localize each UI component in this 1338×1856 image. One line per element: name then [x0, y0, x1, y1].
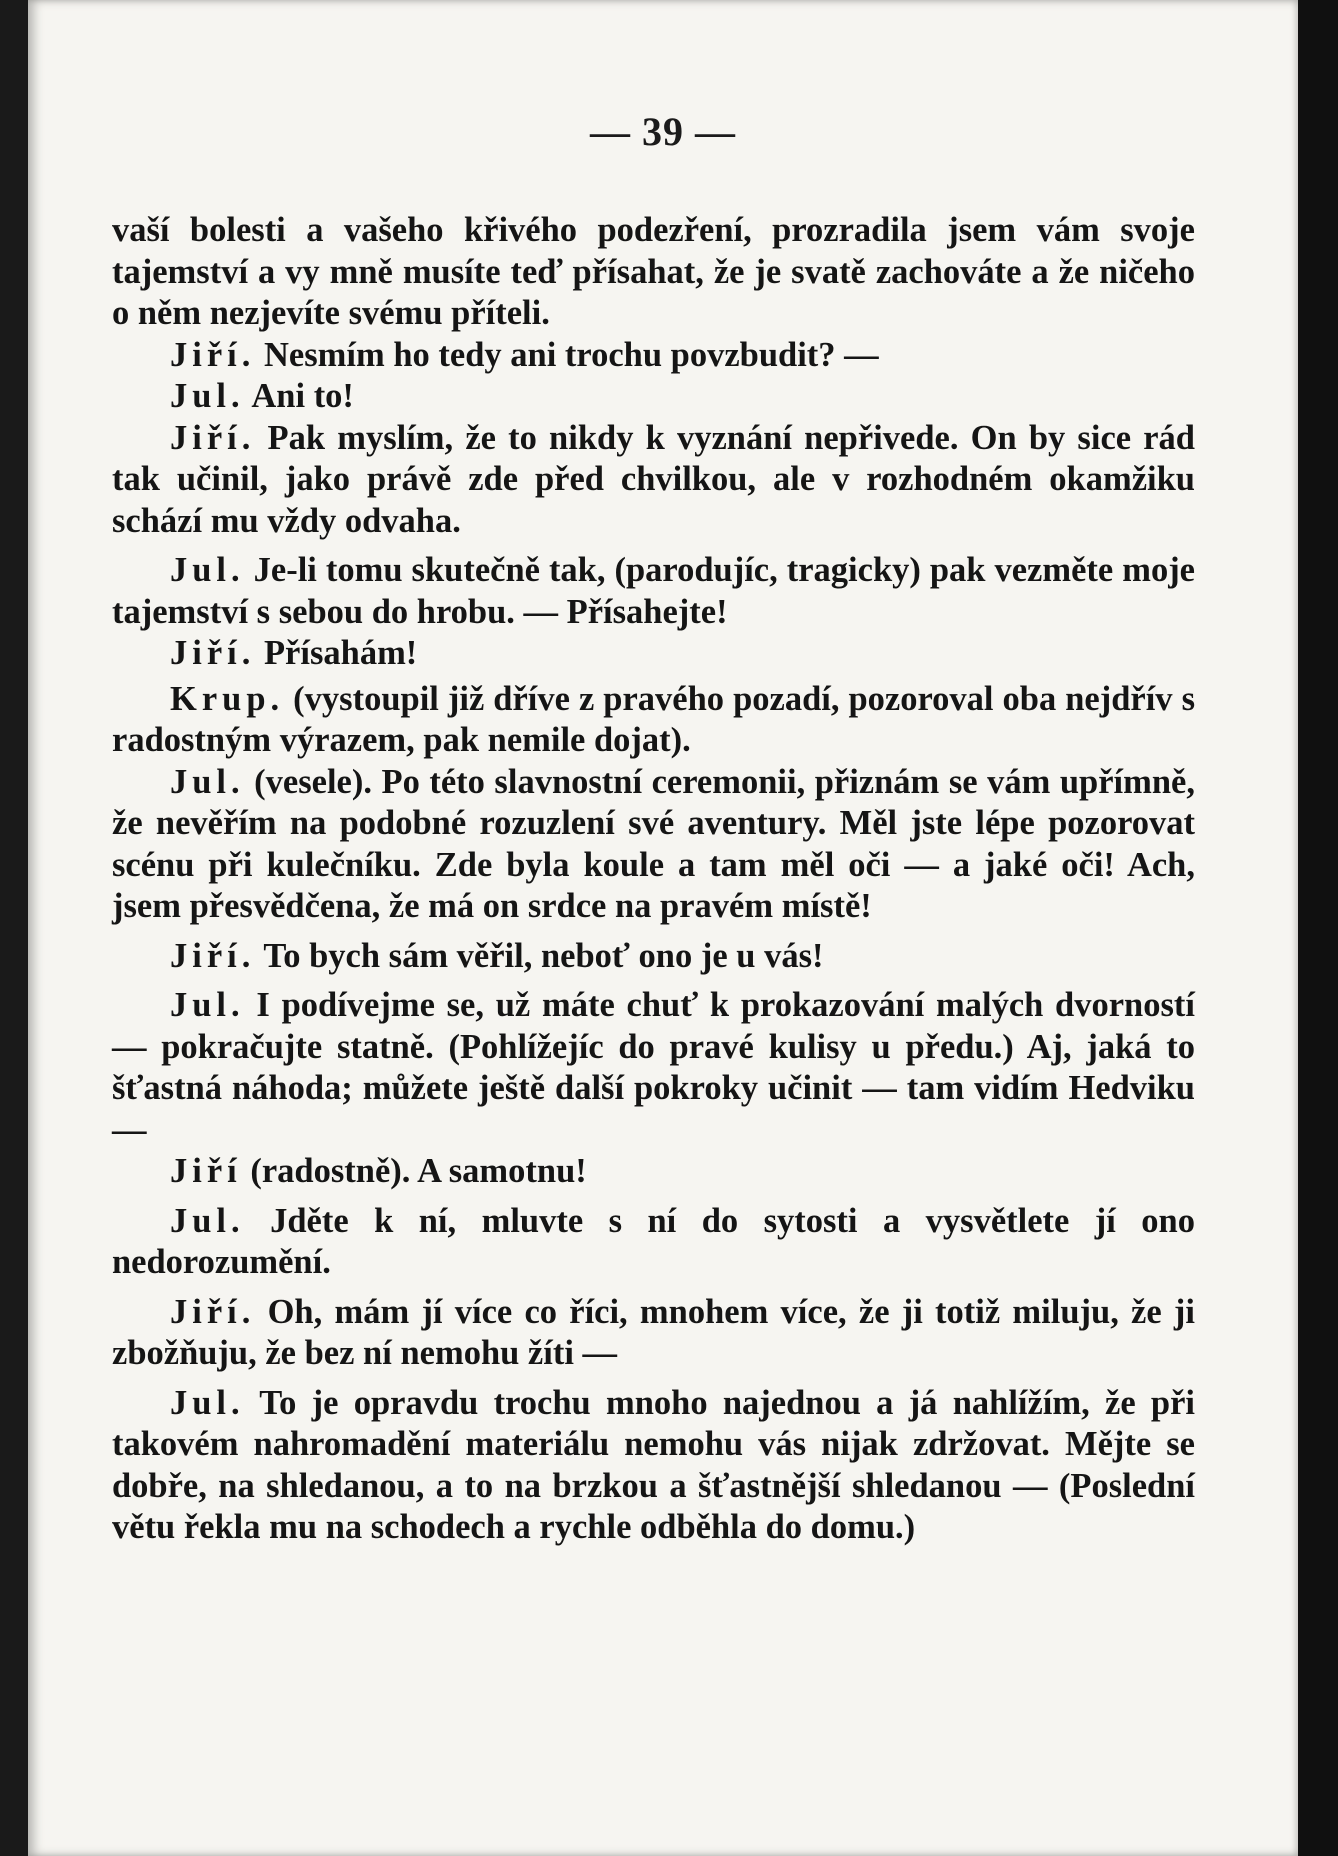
paragraph: [112, 418, 1195, 543]
speaker-name: Jiří.: [170, 418, 256, 457]
paragraph: [112, 936, 1195, 978]
paragraph: [112, 985, 1195, 1151]
paragraph-text: To bych sám věřil, neboť ono je u vás!: [255, 936, 824, 975]
book-page: [28, 0, 1298, 1856]
paragraph-text: (vystoupil již dříve z pravého pozadí, pozoroval oba nejdřív s radostným výrazem, pak nemile dojat).: [112, 679, 1195, 759]
paragraph-text: Nesmím ho tedy ani trochu povzbudit? —: [255, 335, 879, 374]
page-text: [112, 210, 1195, 1549]
speaker-name: Jiří.: [170, 634, 256, 672]
paragraph: [112, 335, 1195, 377]
speaker-name: Jul.: [170, 1201, 245, 1240]
speaker-name: Jiří.: [170, 936, 256, 975]
speaker-name: Jul.: [170, 377, 245, 415]
paragraph-text: Pak myslím, že to nikdy k vyznání nepřivede. On by sice rád tak učinil, jako právě zde před chvilkou, ale v rozhodném okamžiku schází mu vždy odvaha.: [112, 418, 1195, 540]
paragraph-text: Přísahám!: [255, 634, 418, 672]
paragraph-text: (vesele). Po této slavnostní ceremonii, přiznám se vám upřímně, že nevěřím na podobné rozuzlení své aventury. Měl jste lépe pozorovat scénu při kulečníku. Zde byla koule a tam měl oči — a jaké oči! Ach, jsem přesvědčena, že má on srdce na pravém místě!: [112, 762, 1195, 925]
page-edge-shadow: [1298, 0, 1338, 1856]
paragraph: [112, 1151, 1195, 1193]
page-number: — 39 —: [590, 109, 736, 154]
speaker-name: Jul.: [170, 762, 245, 801]
speaker-name: Jul.: [170, 986, 245, 1024]
paragraph: [112, 210, 1195, 335]
paragraph-text: To je opravdu trochu mnoho najednou a já nahlížím, že při takovém nahromadění materiálu nemohu vás nijak zdržovat. Mějte se dobře, na shledanou, a to na brzkou a šťastnější shledanou — (Poslední větu řekla mu na schodech a rychle odběhla do domu.): [112, 1383, 1195, 1546]
paragraph: [112, 1383, 1195, 1549]
paragraph: [112, 550, 1195, 633]
paragraph: [112, 633, 1195, 675]
paragraph: [112, 679, 1195, 762]
paragraph: [112, 1292, 1195, 1375]
paragraph-text: Oh, mám jí více co říci, mnohem více, že ji totiž miluju, že ji zbožňuju, že bez ní nemohu žíti —: [112, 1292, 1195, 1372]
speaker-name: Jul.: [170, 1383, 245, 1422]
paragraph-text: Je-li tomu skutečně tak, (parodujíc, tragicky) pak vezměte moje tajemství s sebou do hrobu. — Přísahejte!: [112, 551, 1195, 631]
paragraph-text: I podívejme se, už máte chuť k prokazování malých dvorností — pokračujte statně. (Pohlížejíc do pravé kulisy u předu.) Aj, jaká to šťastná náhoda; můžete ještě další pokroky učinit — tam vidím Hedviku —: [112, 986, 1195, 1149]
speaker-name: Jul.: [170, 551, 245, 589]
paragraph-text: (radostně). A samotnu!: [241, 1152, 587, 1190]
speaker-name: Krup.: [170, 679, 285, 718]
speaker-name: Jiří: [170, 1152, 242, 1190]
paragraph-text: Jděte k ní, mluvte s ní do sytosti a vysvětlete jí ono nedorozumění.: [112, 1201, 1195, 1281]
paragraph: [112, 376, 1195, 418]
speaker-name: Jiří.: [170, 1292, 256, 1331]
paragraph-text: Ani to!: [244, 377, 354, 415]
paragraph-text: vaší bolesti a vašeho křivého podezření, prozradila jsem vám svoje tajemství a vy mně musíte teď přísahat, že je svatě zachováte a že ničeho o něm nezjevíte svému příteli.: [112, 211, 1195, 332]
paragraph: [112, 762, 1195, 928]
speaker-name: Jiří.: [170, 335, 256, 374]
paragraph: [112, 1201, 1195, 1284]
